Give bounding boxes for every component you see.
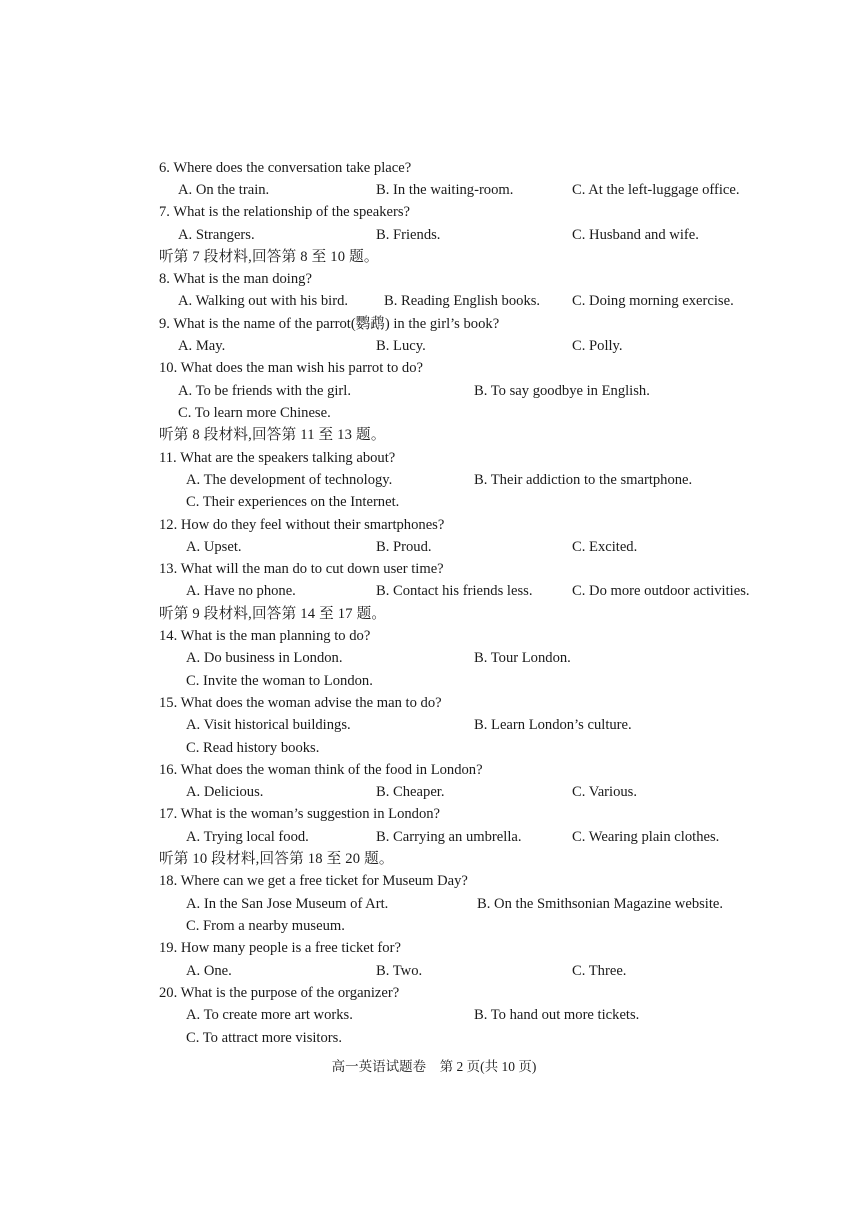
option-15c: C. Read history books. (186, 740, 320, 756)
option-8c: C. Doing morning exercise. (572, 293, 734, 309)
option-19b: B. Two. (376, 963, 423, 979)
option-8b: B. Reading English books. (384, 293, 541, 309)
option-12c: C. Excited. (572, 539, 638, 555)
option-19a: A. One. (186, 963, 232, 979)
question-12: 12. How do they feel without their smartphones? (159, 517, 445, 533)
option-10c: C. To learn more Chinese. (178, 405, 331, 421)
section-heading-8: 听第 8 段材料,回答第 11 至 13 题。 (159, 427, 386, 443)
option-13a: A. Have no phone. (186, 583, 296, 599)
question-7: 7. What is the relationship of the speakers? (159, 204, 410, 220)
section-heading-10: 听第 10 段材料,回答第 18 至 20 题。 (159, 851, 394, 867)
section-heading-9: 听第 9 段材料,回答第 14 至 17 题。 (159, 606, 387, 622)
option-18a: A. In the San Jose Museum of Art. (186, 896, 389, 912)
option-16a: A. Delicious. (186, 784, 264, 800)
question-20: 20. What is the purpose of the organizer? (159, 985, 400, 1001)
option-11a: A. The development of technology. (186, 472, 393, 488)
question-9: 9. What is the name of the parrot(鹦鹉) in the girl’s book? (159, 316, 500, 332)
option-15a: A. Visit historical buildings. (186, 717, 351, 733)
question-15: 15. What does the woman advise the man to do? (159, 695, 442, 711)
question-11: 11. What are the speakers talking about? (159, 450, 396, 466)
option-14a: A. Do business in London. (186, 650, 343, 666)
question-17: 17. What is the woman’s suggestion in London? (159, 806, 441, 822)
option-9b: B. Lucy. (376, 338, 426, 354)
option-6c: C. At the left-luggage office. (572, 182, 740, 198)
option-14b: B. Tour London. (474, 650, 571, 666)
question-13: 13. What will the man do to cut down user time? (159, 561, 444, 577)
page-footer: 高一英语试题卷 第 2 页(共 10 页) (331, 1059, 537, 1074)
option-7b: B. Friends. (376, 227, 441, 243)
option-6b: B. In the waiting-room. (376, 182, 514, 198)
option-20a: A. To create more art works. (186, 1007, 353, 1023)
option-16c: C. Various. (572, 784, 638, 800)
option-17b: B. Carrying an umbrella. (376, 829, 522, 845)
option-15b: B. Learn London’s culture. (474, 717, 632, 733)
option-10b: B. To say goodbye in English. (474, 383, 650, 399)
option-18c: C. From a nearby museum. (186, 918, 345, 934)
question-6: 6. Where does the conversation take place? (159, 160, 412, 176)
question-18: 18. Where can we get a free ticket for Museum Day? (159, 873, 468, 889)
option-12b: B. Proud. (376, 539, 432, 555)
question-19: 19. How many people is a free ticket for? (159, 940, 401, 956)
option-17a: A. Trying local food. (186, 829, 309, 845)
question-10: 10. What does the man wish his parrot to do? (159, 360, 423, 376)
option-7c: C. Husband and wife. (572, 227, 699, 243)
question-14: 14. What is the man planning to do? (159, 628, 371, 644)
question-16: 16. What does the woman think of the food in London? (159, 762, 483, 778)
option-18b: B. On the Smithsonian Magazine website. (477, 896, 724, 912)
option-12a: A. Upset. (186, 539, 242, 555)
option-14c: C. Invite the woman to London. (186, 673, 373, 689)
option-8a: A. Walking out with his bird. (178, 293, 349, 309)
option-20b: B. To hand out more tickets. (474, 1007, 640, 1023)
option-19c: C. Three. (572, 963, 627, 979)
option-17c: C. Wearing plain clothes. (572, 829, 720, 845)
option-16b: B. Cheaper. (376, 784, 445, 800)
option-6a: A. On the train. (178, 182, 270, 198)
option-11b: B. Their addiction to the smartphone. (474, 472, 693, 488)
option-9a: A. May. (178, 338, 226, 354)
section-heading-7: 听第 7 段材料,回答第 8 至 10 题。 (159, 249, 379, 265)
option-10a: A. To be friends with the girl. (178, 383, 351, 399)
option-20c: C. To attract more visitors. (186, 1030, 342, 1046)
option-13b: B. Contact his friends less. (376, 583, 533, 599)
option-7a: A. Strangers. (178, 227, 255, 243)
question-8: 8. What is the man doing? (159, 271, 312, 287)
option-11c: C. Their experiences on the Internet. (186, 494, 400, 510)
option-13c: C. Do more outdoor activities. (572, 583, 750, 599)
option-9c: C. Polly. (572, 338, 623, 354)
